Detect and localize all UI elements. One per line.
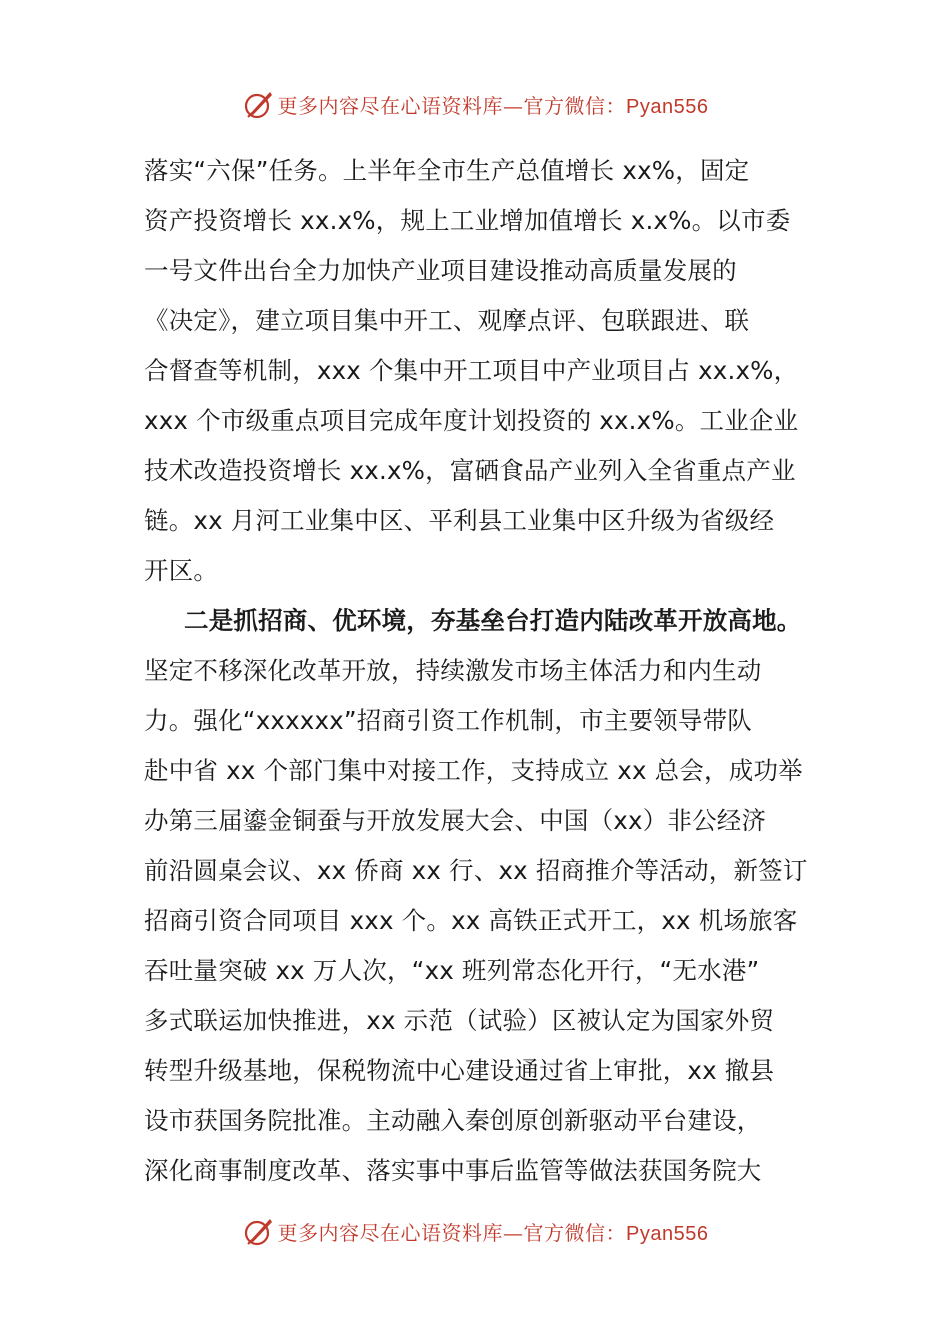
text-line: 链。xx 月河工业集中区、平利县工业集中区升级为省级经 xyxy=(144,506,775,535)
text-line: 技术改造投资增长 xx.x%，富硒食品产业列入全省重点产业 xyxy=(144,456,796,485)
text-line: 一号文件出台全力加快产业项目建设推动高质量发展的 xyxy=(144,256,737,285)
text-line: 合督查等机制，xxx 个集中开工项目中产业项目占 xx.x%， xyxy=(144,356,799,385)
text-line: 办第三届鎏金铜蚕与开放发展大会、中国（xx）非公经济 xyxy=(144,806,767,835)
text-line: 《决定》，建立项目集中开工、观摩点评、包联跟进、联 xyxy=(144,306,750,335)
footer-watermark xyxy=(0,1211,950,1251)
text-line: 转型升级基地，保税物流中心建设通过省上审批，xx 撤县 xyxy=(144,1056,775,1085)
text-line: 吞吐量突破 xx 万人次，“xx 班列常态化开行，“无水港” xyxy=(144,956,760,985)
text-line: 开区。 xyxy=(144,556,219,585)
text-line: 力。强化“xxxxxx”招商引资工作机制，市主要领导带队 xyxy=(144,706,752,735)
text-line: 招商引资合同项目 xxx 个。xx 高铁正式开工，xx 机场旅客 xyxy=(144,906,798,935)
text-line: xxx 个市级重点项目完成年度计划投资的 xx.x%。工业企业 xyxy=(144,406,799,435)
text-line: 坚定不移深化改革开放，持续激发市场主体活力和内生动 xyxy=(144,656,762,685)
watermark-text xyxy=(278,90,709,119)
text-line: 设市获国务院批准。主动融入秦创原创新驱动平台建设， xyxy=(144,1106,762,1135)
quill-logo-icon xyxy=(242,1214,276,1248)
watermark-handle: Pyan556 xyxy=(626,95,709,118)
text-line: 深化商事制度改革、落实事中事后监管等做法获国务院大 xyxy=(144,1156,762,1185)
watermark-text xyxy=(278,1217,709,1246)
text-line: 前沿圆桌会议、xx 侨商 xx 行、xx 招商推介等活动，新签订 xyxy=(144,856,808,885)
document-body xyxy=(144,146,814,1196)
quill-logo-icon xyxy=(242,87,276,121)
text-line: 多式联运加快推进，xx 示范（试验）区被认定为国家外贸 xyxy=(144,1006,775,1035)
watermark-label: 更多内容尽在心语资料库—官方微信： xyxy=(277,93,627,118)
text-line: 资产投资增长 xx.x%，规上工业增加值增长 x.x%。以市委 xyxy=(144,206,791,235)
section-heading: 二是抓招商、优环境，夯基垒台打造内陆改革开放高地。 xyxy=(184,606,802,635)
watermark-handle: Pyan556 xyxy=(626,1222,709,1245)
watermark-label: 更多内容尽在心语资料库—官方微信： xyxy=(277,1220,627,1245)
header-watermark xyxy=(0,84,950,124)
text-line: 赴中省 xx 个部门集中对接工作，支持成立 xx 总会，成功举 xyxy=(144,756,803,785)
text-line: 落实“六保”任务。上半年全市生产总值增长 xx%，固定 xyxy=(144,156,750,185)
